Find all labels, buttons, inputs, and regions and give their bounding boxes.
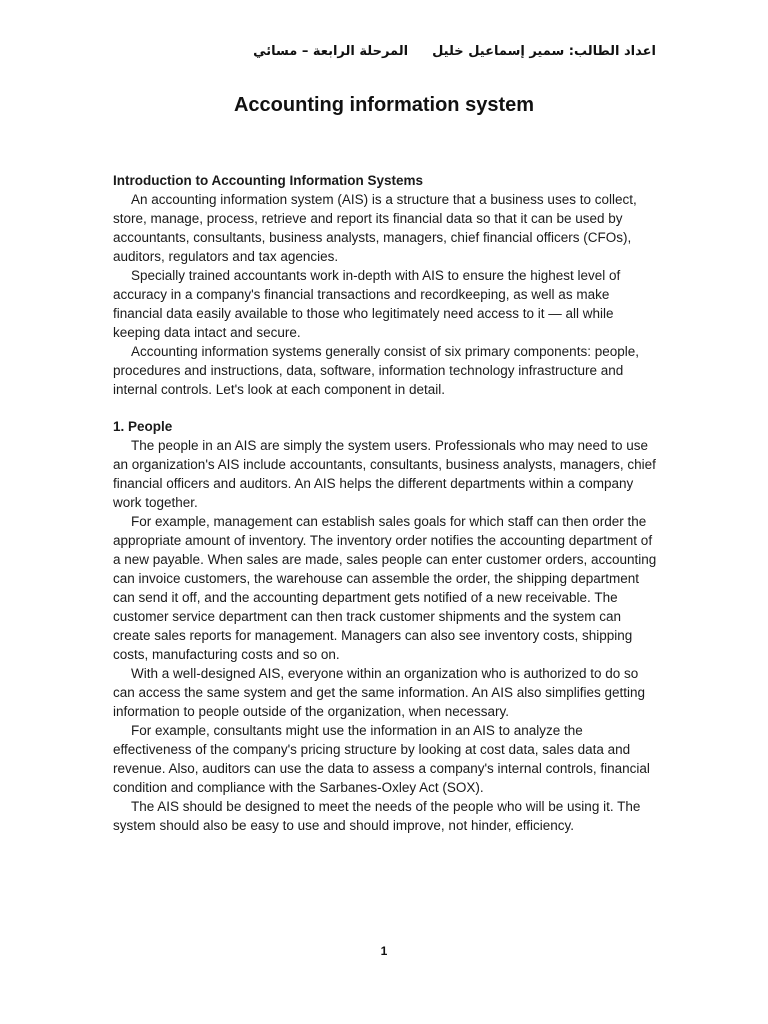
document-title: Accounting information system	[233, 94, 535, 116]
section-heading-people: 1. People	[113, 419, 173, 434]
student-name: اعداد الطالب: سمير إسماعيل خليل	[432, 44, 656, 59]
paragraph: For example, management can establish sales goals for which staff can then order the appropriate amount of inventory. The inventory order notifies the accounting department of a new payable. When sales are made, sales people can enter customer orders, accounting can invoice customers, the warehouse can assemble the order, the shipping department can send it off, and the accounting department gets notified of a new receivable. The customer service department can then track customer shipments and the system can create sales reports for management. Managers can also see inventory costs, shipping costs, manufacturing costs and so on.	[113, 514, 657, 662]
student-stage: المرحلة الرابعة – مسائي	[253, 44, 409, 59]
paragraph: The people in an AIS are simply the system users. Professionals who may need to use an organization's AIS include accountants, consultants, business analysts, managers, chief financial officers and auditors. An AIS helps the different departments within a company work together.	[113, 438, 656, 510]
paragraph: Accounting information systems generally consist of six primary components: people, procedures and instructions, data, software, information technology infrastructure and internal controls. Let's look at each component in detail.	[113, 344, 639, 397]
paragraph: Specially trained accountants work in-depth with AIS to ensure the highest level of accuracy in a company's financial transactions and recordkeeping, as well as make financial data easily available to those who legitimately need access to it — all while keeping data intact and secure.	[113, 268, 621, 340]
document-body	[113, 171, 661, 835]
paragraph: The AIS should be designed to meet the needs of the people who will be using it. The system should also be easy to use and should improve, not hinder, efficiency.	[113, 799, 641, 833]
paragraph: An accounting information system (AIS) is a structure that a business uses to collect, store, manage, process, retrieve and report its financial data so that it can be used by accountants, consultants, business analysts, managers, chief financial officers (CFOs), auditors, regulators and tax agencies.	[113, 192, 637, 264]
arabic-header	[253, 44, 656, 59]
section-heading-intro: Introduction to Accounting Information Systems	[113, 173, 423, 188]
page-number: 1	[380, 944, 388, 958]
paragraph: For example, consultants might use the information in an AIS to analyze the effectiveness of the company's pricing structure by looking at cost data, sales data and revenue. Also, auditors can use the data to assess a company's internal controls, financial condition and compliance with the Sarbanes-Oxley Act (SOX).	[113, 723, 650, 795]
paragraph: With a well-designed AIS, everyone within an organization who is authorized to do so can access the same system and get the same information. An AIS also simplifies getting information to people outside of the organization, when necessary.	[113, 666, 646, 719]
section-spacer	[113, 399, 661, 417]
